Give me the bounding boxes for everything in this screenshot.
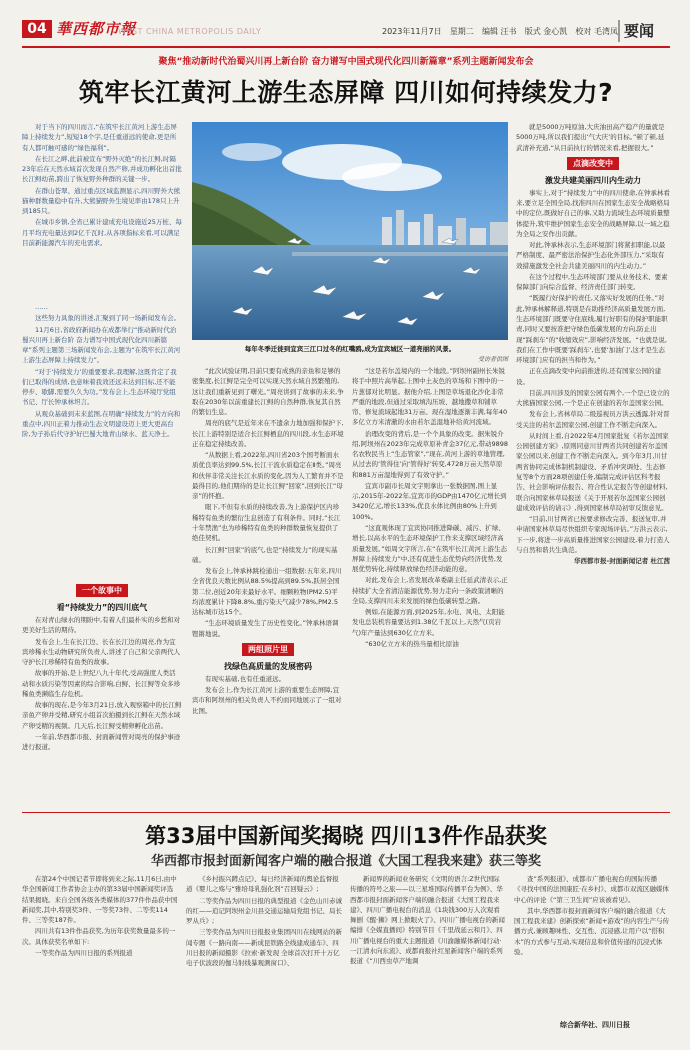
paragraph: 发布会上,省林草局二级巡视员万洪云透露,针对晋受关注的若尔盖国家公园,创建工作不断走向深入。 xyxy=(516,410,670,429)
paragraph: 长江鲟“回家”的底气,也是“持续发力”的现实基础。 xyxy=(192,545,338,564)
paragraph: 故事的开始,是上世纪八九十年代,受高强度人类活动和水质污染等因素的综合影响,白鲟、长江鲟等众多珍稀鱼类濒临生存危机。 xyxy=(22,669,181,698)
paragraph: 故事的现在,是今年3月21日,放入观察箱中的长江鲟亲鱼产卵并受精,研究小组首次拍摄到长江鲟在天然水域产卵受精的视频。几天后,长江鲟受精卵孵化出苗。 xyxy=(22,701,182,730)
paragraph: 宜宾市副市长周文宇则拿出一张数据图,图上显示,2015年-2022年,宜宾市的GDP由1470亿元增长到3420亿元,增长133%,优良水体比例由80%上升到100%。 xyxy=(352,481,507,521)
paragraph: “目前,川甘两省已按要求修改完善、报送复审,并申请国家林草局尽快组织专家现场评估。”万洪云表示,下一步,将进一步高质量推进国家公园建设,着力打造人与自然和谐共生典范。 xyxy=(516,515,670,554)
header-rule xyxy=(22,46,670,48)
paragraph: 有现实基础,也有任重道远。 xyxy=(205,674,286,683)
paragraph: “对于‘持续发力’的重要要求,我理解,这既肯定了我们已取得的成绩,也意味着我效还远未达到目标,还不能停步、歇脚,需要久久为功。”发布会上,生态环境厅党组书记、厅长钟承林坦言。 xyxy=(22,367,177,407)
newspaper-logo: 華西都市報 xyxy=(56,20,137,38)
page-header xyxy=(0,0,690,44)
photo-caption: 每年冬季迁徙到宜宾三江口过冬的红嘴鸥,成为宜宾城区一道亮丽的风景。 xyxy=(244,345,456,353)
paragraph: 就是5000万吨原油,大庆油田高产稳产的量就是5000万吨,所以我们提出‘气大庆’的目标。”顿了顿,延武清补充道,“从目前执行的情况来看,把握很大。” xyxy=(516,123,665,152)
article-column-3 xyxy=(352,366,508,808)
lower-source: 综合新华社、四川日报 xyxy=(560,1021,630,1029)
paragraph: “生态环境质量发生了历史性变化。”钟承林语调铿锵地说。 xyxy=(192,619,339,638)
newspaper-logo-english: WEST CHINA METROPOLIS DAILY xyxy=(118,27,262,36)
subhead-title: 找绿色高质量的发展密码 xyxy=(224,661,312,671)
article-column-2 xyxy=(192,366,344,808)
paragraph: “既履行好保护的责任,又落实好发展的任务。”对此,钟承林解释道,特别是在助推经济高质量发展方面,生态环境部门既要守住底线,履行好职有的保护职能职责,同时又要按准把守绿色低碳发展的方向,防止出现“踩刹车”的“收缩效应”,影响经济发展。“也就是说,我们在工作中既要‘踩刹车’,也要‘加油门’,这才是生态环境部门应有的担当和作为。” xyxy=(516,294,668,365)
paragraph: 查”系列报道》、成都市广播电视台的国际传播《寻找中国的法国康匠·在乡村》、成都市双流区融媒体中心的评论《“第三卫生间”应该被看见》。 xyxy=(514,875,669,904)
paragraph: 眼下,不但有水质的持续改善,为上游保护区内珍稀特有鱼类的繁衍生息创造了有利条件。同时,“长江十年禁渔”也为珍稀特有鱼类的种群数量恢复提供了绝佳契机。 xyxy=(192,503,341,543)
paragraph: “这是若尔盖境内的一个地段。”阿坝州副州长朱锐将手中照片高举起,上图中土灰色的草场和下图中的一片葱郁对比明显。据他介绍,上图是草场退化沙化非常严重的地段,但通过采取填沟压坡、越地撒草和铺草帘、修复流域起地31万亩。现在湿地逐渐丰满,每年40多亿立方米清澈的水由若尔盖湿地补给黄河流域。 xyxy=(352,367,508,427)
paragraph: 四川共有13件作品获奖,为历年获奖数量最多的一次。具体获奖名单如下: xyxy=(22,927,176,946)
river-gulls-photo xyxy=(192,122,508,340)
paragraph: 二等奖作品为四川日报的典型报道《金色山川赤诚的红——追记阿坝州金川县交通运输局党组书记、局长罗从兵》; xyxy=(186,896,342,926)
series-title: 聚焦“推动新时代治蜀兴川再上新台阶 奋力谱写中国式现代化四川新篇章”系列主题新闻发布会 xyxy=(158,57,534,67)
lower-column-2 xyxy=(186,874,342,1020)
subhead-label: 两组照片里 xyxy=(242,643,294,656)
paragraph: 从时间上看,自2022年4月国家批复《若尔盖国家公园创建方案》,原则同意川甘两省共同创建若尔盖国家公园以来,创建工作不断走向深入。到今年3月,川甘两省协同完成体制机制建设、矛盾冲突调处、生态修复等8个方面28项创建任务,编制完成评估区科考报告、社会影响评估报告、符合性认定报告等创建材料,联合向国家林草局报送《关于开展若尔盖国家公园创建成效评估的请示》,得到国家林草局初审反馈意见。 xyxy=(516,431,669,512)
paragraph: “此次试验证明,目前只要有成熟的亲鱼和足够的密集度,长江鲟是完全可以实现天然水域自然繁殖的,这让我们重新见到了曙光。”周亮讲到了故事的未来,争取在2030年以前重建长江鲟的自然种群,恢复其自然的繁衍生息。 xyxy=(192,367,344,417)
paragraph: 《乡村振兴蹲点记》、每日经济新闻的舆论监督报道《婴儿之殇与“雅培母乳强化剂”召回疑云》; xyxy=(186,875,339,894)
paragraph: 一等奖作品为四川日报的系列报道 xyxy=(35,948,133,957)
paragraph: 对此,钟承林表示,生态环境部门将紧扣职能,以最严格制度、最严密法治保护生态化外部压力,“采取有效措施激发全社会共建美丽四川的内生动力。” xyxy=(516,241,666,270)
issue-date: 2023年11月7日 xyxy=(382,27,442,36)
subhead-label: 点滴改变中 xyxy=(567,157,619,170)
paragraph: 从观众基础到未来蓝图,在明确“持续发力”的方向和重点中,四川正着力推动生态文明建设迈上更大更高台阶,为子孙后代守护好巴蜀大地青山绿水、蓝天净土。 xyxy=(22,409,181,439)
article-column-4 xyxy=(516,122,670,808)
subhead-title: 激发共建美丽四川内生动力 xyxy=(545,175,641,185)
paragraph: “这直观体现了宜宾协同推进降碳、减污、扩绿、增长,以高水平的生态环境保护工作来支撑区域经济高质量发展。”如周文宇所言,在“在筑牢长江黄河上游生态屏障上持续发力”中,还有促进生态优势向经济优势,发展优势转化,持续释放绿色经济动能的意。 xyxy=(352,523,508,574)
paragraph: 这些努力具象的讲述,汇聚到了同一场新闻发布会。 xyxy=(35,314,181,323)
paragraph: 在城市乡镇,全省已累计建成充电设施近25万桩、每月平均充电量达到2亿千瓦时,从各项指标来看,可以满足目前新能源汽车的充电需求。 xyxy=(22,218,182,247)
subhead-title: 看“持续发力”的四川底气 xyxy=(56,603,148,612)
paragraph: 事实上,对于“持续发力”中的四川使命,在钟承林看来,要立足全国全局,找准四川在国家生态安全战略格局中的定位,既做好自己的事,又助力流域生态环境质量整体提升,筑牢维护国家生态安全的战略屏障,以一域之稳为全局之安作出贡献。 xyxy=(516,188,670,238)
lower-column-4 xyxy=(514,874,670,1018)
article-photo xyxy=(192,122,508,340)
main-headline: 筑牢长江黄河上游生态屏障 四川如何持续发力? xyxy=(78,78,614,107)
paragraph: 正在点滴改变中向前推进的,还有国家公园的建设。 xyxy=(516,367,662,386)
paragraph: 发布会上,钟承林跳检通出一组数据:五年来,四川全省优良天数比例从88.5%提高到89.5%,跃居全国第二位,创近20年来最好水平。细颗粒物(PM2.5)平均浓度累计下降8.8%,重污染天气减少78%,PM2.5达标城市达15个。 xyxy=(192,567,342,617)
article-column-1 xyxy=(22,580,182,808)
paragraph: 三等奖作品为四川日报报业集团四川在线网站的新闻专题《一路向南——新成昆铁路全线建成通车》、四川日报的新闻摄影《拉索·新发现 全球首次打开十万亿电子伏波段的伽马射线暴观测窗口》、 xyxy=(186,928,342,968)
paragraph: …… xyxy=(35,303,48,311)
lower-column-1 xyxy=(22,874,178,1020)
paragraph: 例如,在能源方面,到2025年,水电、风电、太阳能发电总装机容量要达到1.38亿千瓦以上,天然气(页岩气)年产量达到630亿立方米。 xyxy=(352,608,505,637)
paragraph: 在对青山绿水的期盼中,有着人们最朴实的乡愁和对更美好生活的期待。 xyxy=(22,616,181,635)
proofreader-credit: 校对 毛湾凤 xyxy=(575,27,618,36)
designer-credit: 版式 金心凯 xyxy=(524,27,568,36)
paragraph: 在第24个中国记者节即将到来之际,11月6日,由中华全国新闻工作者协会主办的第33届中国新闻奖评选结果揭晓。来自全国各级各类媒体的377件作品获中国新闻奖,其中,特别奖3件、一等奖73件、二等奖114件、三等奖187件。 xyxy=(22,875,178,925)
page-number: 04 xyxy=(22,20,52,38)
paragraph: 一年前,华西都市报、封面新闻曾对周亮的保护事迹进行报道。 xyxy=(22,732,181,752)
paragraph: 其中,华西都市报封面新闻客户端的融合报道《大国工程我来建》创新探索“新闻+游戏”的内容生产与传播方式,兼顾趣味性、交互性、沉浸感,让用户以“搭积木”的方式参与互动,实现信息和价值传递的沉浸式体验。 xyxy=(514,906,670,956)
paragraph: “从数据上看,2022年,四川省203个国考断面水质优良率达到99.5%,长江干流水质稳定在Ⅱ类。”周亮和伙伴非常关注长江水质的变化,因为人工繁育并不是最得目的,他们期待的是让长江鲟“回家”,回到长江“母亲”的怀抱。 xyxy=(192,451,344,501)
paragraph: 11月6日,省政府新闻办在成都举行“推动新时代治蜀兴川再上新台阶 奋力谱写中国式现代化四川新篇章”系列主题第三场新闻发布会,主题为“在筑牢长江黄河上游生态屏障上持续发力”。 xyxy=(22,325,181,365)
lower-subheadline: 华西都市报封面新闻客户端的融合报道《大国工程我来建》获三等奖 xyxy=(150,854,541,869)
section-name: 要闻 xyxy=(624,22,655,40)
paragraph: 目前,四川涉及的国家公园有两个,一个是已设立的大熊猫国家公园,一个是正在创建的若尔盖国家公园。 xyxy=(516,388,670,408)
subhead-label: 一个故事中 xyxy=(76,584,128,597)
article-intro-cont xyxy=(22,302,182,578)
lower-headline: 第33届中国新闻奖揭晓 四川13件作品获奖 xyxy=(145,824,547,848)
paragraph: 新闻界的新闻业务研究《文明的语言:Z世代国际传播的符号之旅——以三星堆国际传播平台为例》、华西都市报封面新闻客户端的融合报道《大国工程我来建》、四川广播电视台的消息《1块钱300万人次观看 舞剧《醒·狮》网上掀眼火了》、四川广播电视台的新闻编排《全媒直播间》特别节目《千里战延云和月》、四川广播电视台的重大主题报道《川渝融媒体新闻行动·一江清水向东流》、成都商报社红星新闻客户端的系列报道《“川西虫草产地调 xyxy=(350,875,505,966)
section-rule xyxy=(22,812,670,813)
paragraph: “630亿立方米的热当量相比原油 xyxy=(365,639,459,648)
article-byline: 华西都市报-封面新闻记者 杜江茜 xyxy=(574,557,670,566)
lower-column-3 xyxy=(350,874,506,1020)
issue-weekday: 星期二 xyxy=(449,27,474,36)
paragraph: 周亮的底气是近年来在不遗余力地加强和保护下,长江上游特别是适合长江鲟栖息的四川段,水生态环境正在稳定持续改善。 xyxy=(192,419,344,448)
paragraph: 在这个过程中,生态环境部门要从业务技术、要素保障部门向综合监督、经济责任部门转变。 xyxy=(516,272,668,292)
paragraph: 对于当下的四川而言,“在筑牢长江黄河上游生态屏障上持续发力”,短短18个字,是任重道远的使命,更是所有人都可触可感的“绿色福利”。 xyxy=(22,123,177,152)
paragraph: 在长江之畔,此前被宣布“野外灭绝”的长江鲟,时隔23年后在天然水域首次发现自然产卵,并成功孵化出首批长江鲟幼苗,跨出了恢复野外种群的关键一步。 xyxy=(22,154,182,184)
paragraph: 发布会上,作为长江黄河上游的重要生态屏障,宜宾市和阿坝州的相关负责人不约而同地展示了一组对比图。 xyxy=(192,686,342,715)
photo-credit: 受访者供图 xyxy=(477,356,508,363)
paragraph: 在群山苍翠、通过重点区域监测显示,四川野外大熊猫种群数量稳中有升,大熊猫野外生境见率由178只上升到185只。 xyxy=(22,186,181,216)
header-separator xyxy=(618,20,620,42)
article-intro xyxy=(22,122,182,300)
paragraph: 发布会上,生在长江边、长在长江边的周亮,作为宜宾珍稀水生动物研究所负责人,讲述了自己和父亲两代人守护长江珍稀特有鱼类的故事。 xyxy=(22,637,181,667)
paragraph: 治理改变的背后,是一个个具象的改变。据朱锐介绍,阿坝州在2023年完成草原补青金37亿元,带动9898名农牧民当上“生态管家”,“现在,黄河上游的草地管理,从过去的‘管得住’向‘管得好’转变,4728万亩天然草原和881万亩湿地得到了有效守护。” xyxy=(352,429,508,479)
editor-credit: 编辑 汪书 xyxy=(481,27,517,36)
issue-meta xyxy=(382,26,618,38)
paragraph: 对此,发布会上,省发展改革委副主任延武清表示,正持续扩大全省清洁能源优势,努力走向一条政策清晰的全局,支撑四川未来发展的绿色低碳转型之路。 xyxy=(352,576,508,605)
